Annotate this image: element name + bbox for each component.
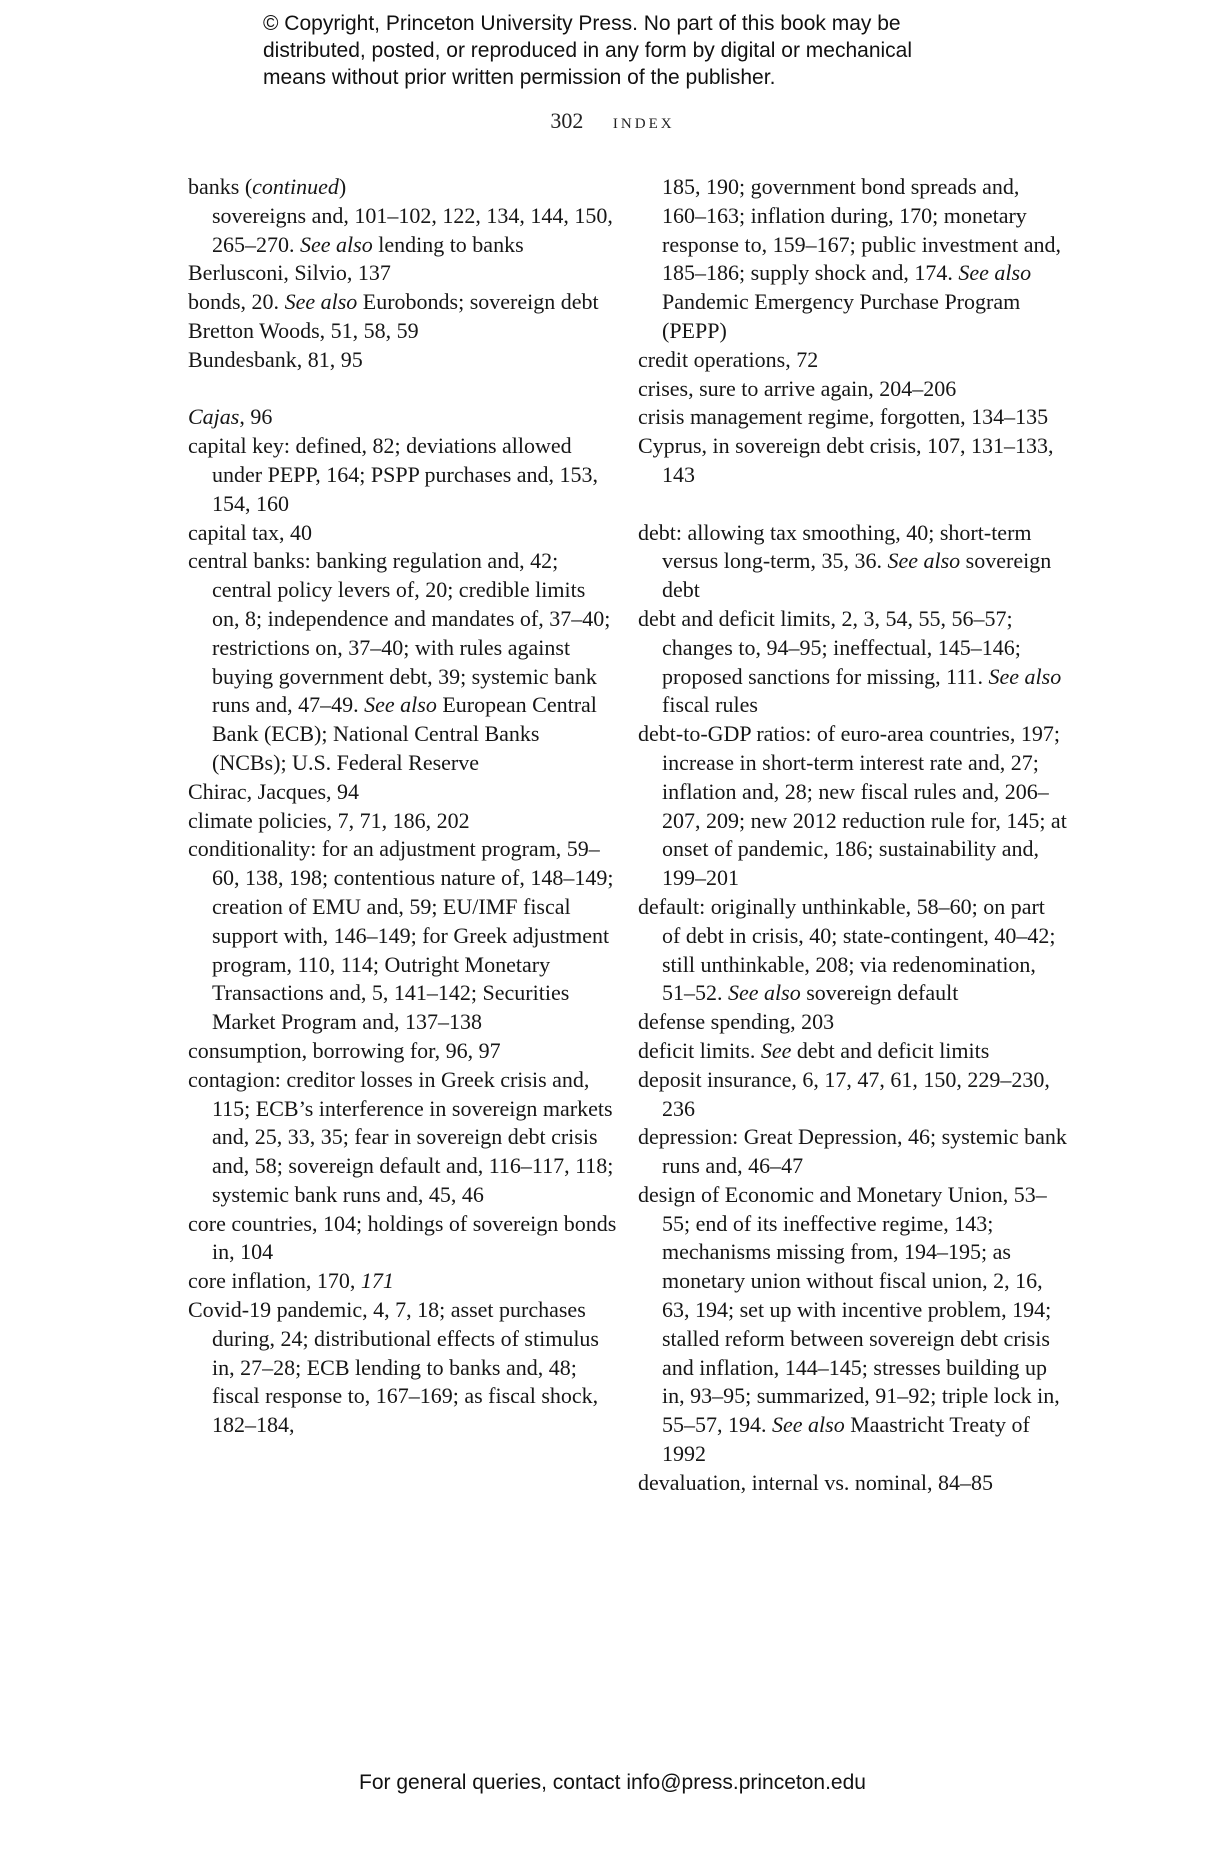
page-title: index bbox=[612, 108, 675, 133]
index-entry: bonds, 20. See also Eurobonds; sovereign debt bbox=[188, 289, 599, 315]
index-entry: crises, sure to arrive again, 204–206 bbox=[638, 375, 957, 401]
index-entry: default: originally unthinkable, 58–60; on part of debt in crisis, 40; state-contingent, 40–42; still unthinkable, 208; via redenomination, 51–52. See also sovereign default bbox=[638, 893, 1056, 1006]
copyright-line: means without prior written permission of the publisher. bbox=[263, 66, 776, 89]
index-entry: devaluation, internal vs. nominal, 84–85 bbox=[638, 1469, 993, 1495]
running-head bbox=[0, 108, 1225, 134]
page-number: 302 bbox=[550, 108, 584, 133]
copyright-line: © Copyright, Princeton University Press. No part of this book may be bbox=[263, 12, 901, 35]
index-entry: depression: Great Depression, 46; systemic bank runs and, 46–47 bbox=[638, 1124, 1067, 1179]
index-entry: banks (continued) bbox=[188, 174, 347, 199]
copyright-notice bbox=[263, 10, 983, 91]
index-entry: defense spending, 203 bbox=[638, 1009, 835, 1035]
index-entry: capital tax, 40 bbox=[188, 519, 313, 545]
index-entry: core countries, 104; holdings of sovereign bonds in, 104 bbox=[188, 1210, 617, 1265]
index-entry: Bundesbank, 81, 95 bbox=[188, 346, 363, 372]
index-entry: conditionality: for an adjustment program, 59–60, 138, 198; contentious nature of, 148–149; creation of EMU and, 59; EU/IMF fiscal support with, 146–149; for Greek adjustment program, 110, 114; Outright Monetary Transactions and, 5, 141–142; Securities Market Program and, 137–138 bbox=[188, 836, 614, 1035]
footer-contact: For general queries, contact info@press.princeton.edu bbox=[359, 1771, 866, 1794]
index-entry: deposit insurance, 6, 17, 47, 61, 150, 229–230, 236 bbox=[638, 1066, 1050, 1121]
index-subentry: sovereigns and, 101–102, 122, 134, 144, 150, 265–270. See also lending to banks bbox=[212, 202, 613, 257]
index-entry: core inflation, 170, 171 bbox=[188, 1268, 394, 1294]
index-entry: debt-to-GDP ratios: of euro-area countries, 197; increase in short-term interest rate and, 27; inflation and, 28; new fiscal rules and, 206–207, 209; new 2012 reduction rule for, 145; at onset of pandemic, 186; sustainability and, 199–201 bbox=[638, 721, 1067, 891]
index-entry: central banks: banking regulation and, 42; central policy levers of, 20; credible limits on, 8; independence and mandates of, 37–40; restrictions on, 37–40; with rules against buying government debt, 39; systemic bank runs and, 47–49. See also European Central Bank (ECB); National Central Banks (NCBs); U.S. Federal Reserve bbox=[188, 548, 611, 775]
index-entry: debt and deficit limits, 2, 3, 54, 55, 56–57; changes to, 94–95; ineffectual, 145–146; proposed sanctions for missing, 111. See also fiscal rules bbox=[638, 605, 1062, 718]
index-entry: credit operations, 72 bbox=[638, 346, 819, 372]
index-entry: Covid-19 pandemic, 4, 7, 18; asset purchases during, 24; distributional effects of stimulus in, 27–28; ECB lending to banks and, 48; fiscal response to, 167–169; as fiscal shock, 182–184, bbox=[188, 1297, 599, 1438]
index-entry: capital key: defined, 82; deviations allowed under PEPP, 164; PSPP purchases and, 153, 154, 160 bbox=[188, 433, 599, 516]
index-entry: deficit limits. See debt and deficit limits bbox=[638, 1037, 990, 1063]
index-entry-continued: 185, 190; government bond spreads and, 160–163; inflation during, 170; monetary response to, 159–167; public investment and, 185–186; supply shock and, 174. See also Pandemic Emergency Purchase Program (PEPP) bbox=[662, 174, 1061, 343]
index-entry: debt: allowing tax smoothing, 40; short-term versus long-term, 35, 36. See also sovereign debt bbox=[638, 519, 1052, 603]
index-entry: crisis management regime, forgotten, 134–135 bbox=[638, 404, 1049, 430]
index-entry: contagion: creditor losses in Greek crisis and, 115; ECB’s interference in sovereign markets and, 25, 33, 35; fear in sovereign debt crisis and, 58; sovereign default and, 116–117, 118; systemic bank runs and, 45, 46 bbox=[188, 1066, 614, 1207]
letter-group-gap bbox=[638, 490, 1068, 519]
index-entry: Bretton Woods, 51, 58, 59 bbox=[188, 317, 419, 343]
index-entry: Berlusconi, Silvio, 137 bbox=[188, 260, 391, 286]
index-entry: consumption, borrowing for, 96, 97 bbox=[188, 1037, 501, 1063]
index-entry: design of Economic and Monetary Union, 53–55; end of its ineffective regime, 143; mechanisms missing from, 194–195; as monetary union without fiscal union, 2, 16, 63, 194; set up with incentive problem, 194; stalled reform between sovereign debt crisis and inflation, 144–145; stresses building up in, 93–95; summarized, 91–92; triple lock in, 55–57, 194. See also Maastricht Treaty of 1992 bbox=[638, 1181, 1060, 1467]
index-column-left bbox=[188, 173, 618, 1440]
index-entry: Cajas, 96 bbox=[188, 404, 273, 430]
index-entry: Chirac, Jacques, 94 bbox=[188, 778, 360, 804]
index-column-right bbox=[638, 173, 1068, 1498]
index-entry: Cyprus, in sovereign debt crisis, 107, 131–133, 143 bbox=[638, 433, 1054, 487]
index-entry: climate policies, 7, 71, 186, 202 bbox=[188, 807, 470, 833]
letter-group-gap bbox=[188, 375, 618, 404]
copyright-line: distributed, posted, or reproduced in any form by digital or mechanical bbox=[263, 39, 913, 62]
